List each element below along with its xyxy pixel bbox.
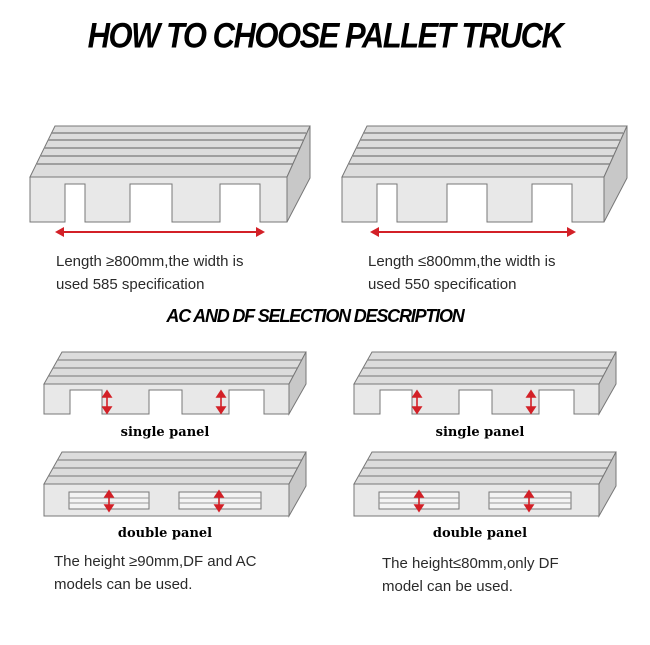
short-pallet-text-1: Length ≤800mm,the width is [368, 253, 556, 270]
right-note-line-2: model can be used. [382, 578, 513, 595]
length-arrow-long [55, 225, 265, 239]
pallet-illustration-short [342, 122, 627, 232]
left-note-line-2: models can be used. [54, 576, 193, 593]
length-arrow-short [370, 225, 576, 239]
double-panel-label-right: double panel [432, 526, 528, 541]
single-panel-pallet-right [354, 352, 616, 416]
short-pallet-text-2: used 550 specification [368, 276, 517, 293]
page-title: HOW TO CHOOSE PALLET TRUCK [87, 15, 563, 56]
single-panel-label-left: single panel [120, 425, 210, 440]
double-panel-pallet-left [44, 452, 306, 518]
left-note-line-1: The height ≥90mm,DF and AC [54, 553, 257, 570]
section-title: AC AND DF SELECTION DESCRIPTION [166, 306, 464, 326]
double-panel-label-left: double panel [117, 526, 213, 541]
long-pallet-text-1: Length ≥800mm,the width is [56, 253, 244, 270]
right-note-line-1: The height≤80mm,only DF [382, 555, 559, 572]
double-panel-pallet-right [354, 452, 616, 518]
pallet-illustration-long [30, 122, 310, 232]
long-pallet-text-2: used 585 specification [56, 276, 205, 293]
single-panel-label-right: single panel [435, 425, 525, 440]
single-panel-pallet-left [44, 352, 306, 416]
